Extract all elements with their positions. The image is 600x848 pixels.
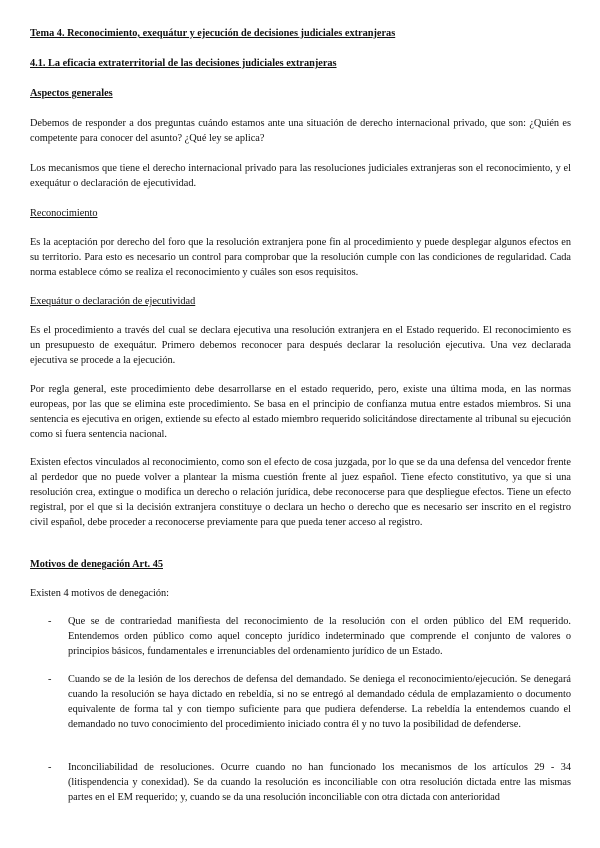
exequatur-paragraph-3: Existen efectos vinculados al reconocimiento, como son el efecto de cosa juzgada, por lo que se da una defensa del vencedor frente al perdedor que no puede volver a plantear la misma cuestión frente al juez español. Tiene efecto constitutivo, ya que si una resolución crea, extingue o modifica un derecho o relación jurídica, debe reconocerse para que despliegue efectos. Tiene un efecto registral, por el que si la decisión extranjera constituye o declara un hecho o derecho que es necesario ser inscrito en el registro civil español, debe proceder a reconocerse previamente para que pueda tener acceso al registro. xyxy=(30,457,571,528)
exequatur-paragraph-2: Por regla general, este procedimiento debe desarrollarse en el estado requerido, pero, existe una última moda, en las normas europeas, por las que se elimina este procedimiento. Se basa en el principio de confianza mutua entre estados miembros. Si una sentencia es ejecutiva en origen, extiende su efecto al estado miembro requerido solicitándose directamente al tribunal su ejecución como si fuera sentencia nacional. xyxy=(30,384,571,440)
chapter-title: Tema 4. Reconocimiento, exequátur y ejecución de decisiones judiciales extranjeras xyxy=(30,28,396,39)
list-item-text: Cuando se de la lesión de los derechos de defensa del demandado. Se deniega el reconocimiento/ejecución. Se denegará cuando la resolución se haya dictado en rebeldía, si no se entregó al demandado cédula de emplazamiento o documento equivalente de forma tal y con tiempo suficiente para que pudiera defenderse. La rebeldía la entendemos cuando el demandado no tuvo conocimiento del procedimiento iniciado contra él y no tuvo la posibilidad de defenderse. xyxy=(68,674,571,730)
recognition-paragraph: Es la aceptación por derecho del foro que la resolución extranjera pone fin al procedimiento y puede desplegar algunos efectos en su territorio. Para esto es necesario un control para comprobar que la resolución cumple con las condiciones de regularidad. Cada norma establece cómo se realiza el reconocimiento y cuáles son esos requisitos. xyxy=(30,237,571,278)
list-item-text: Inconciliabilidad de resoluciones. Ocurre cuando no han funcionado los mecanismos de los artículos 29 - 34 (litispendencia y conexidad). Se da cuando la resolución es inconciliable con otra resolución dictada entre las mismas partes en el EM requerido; y, cuando se da una resolución inconciliable con otra dictada con anterioridad xyxy=(68,762,571,803)
denial-intro: Existen 4 motivos de denegación: xyxy=(30,588,169,599)
list-bullet: - xyxy=(48,674,52,685)
heading-general-aspects: Aspectos generales xyxy=(30,88,113,99)
section-title: 4.1. La eficacia extraterritorial de las decisiones judiciales extranjeras xyxy=(30,58,337,69)
list-bullet: - xyxy=(48,616,52,627)
heading-denial-grounds: Motivos de denegación Art. 45 xyxy=(30,559,163,570)
general-paragraph-2: Los mecanismos que tiene el derecho internacional privado para las resoluciones judiciales extranjeras son el reconocimiento, y el exequátur o declaración de ejecutividad. xyxy=(30,163,571,189)
list-bullet: - xyxy=(48,762,52,773)
general-paragraph-1: Debemos de responder a dos preguntas cuándo estamos ante una situación de derecho internacional privado, que son: ¿Quién es competente para conocer del asunto? ¿Qué ley se aplica? xyxy=(30,118,571,144)
exequatur-paragraph-1: Es el procedimiento a través del cual se declara ejecutiva una resolución extranjera en el Estado requerido. El reconocimiento es un presupuesto de exequátur. Primero debemos reconocer para después declarar la resolución ejecutiva. Una vez declarada ejecutiva se procede a la ejecución. xyxy=(30,325,571,366)
heading-exequatur: Exequátur o declaración de ejecutividad xyxy=(30,296,196,307)
list-item-text: Que se de contrariedad manifiesta del reconocimiento de la resolución con el orden público del EM requerido. Entendemos orden público como aquel concepto jurídico indeterminado que comprende el conjunto de valores o principios básicos, fundamentales e irrenunciables del ordenamiento jurídico de un Estado. xyxy=(68,616,571,657)
heading-recognition: Reconocimiento xyxy=(30,208,98,219)
